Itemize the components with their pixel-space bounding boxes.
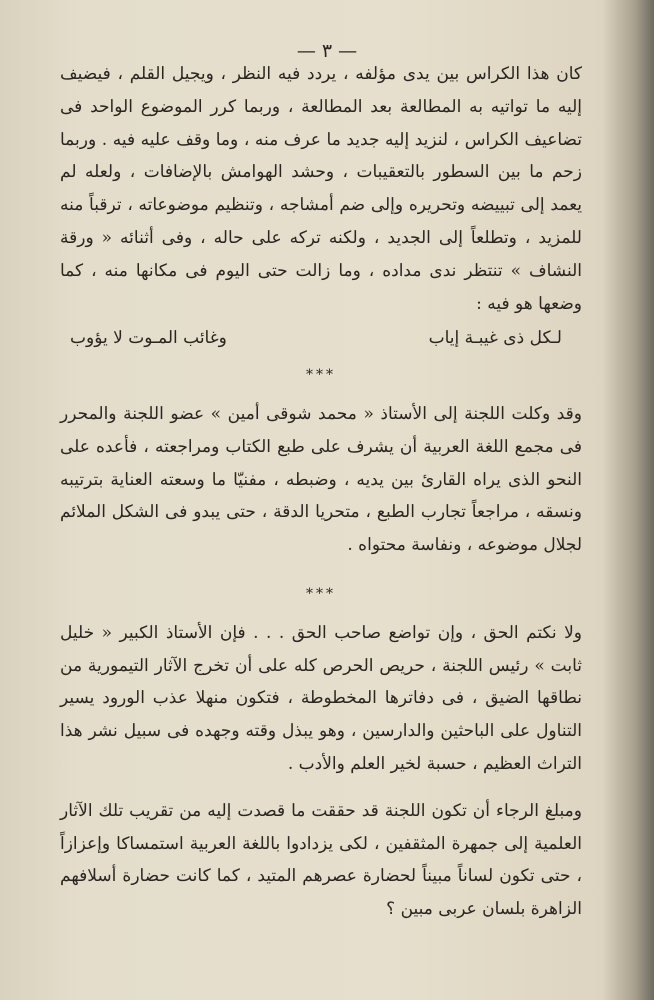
spacer-2: [60, 781, 582, 795]
verse-second-hemistich: وغائب المـوت لا يؤوب: [70, 328, 227, 349]
paragraph-2: وقد وكلت اللجنة إلى الأستاذ « محمد شوقى أمين » عضو اللجنة والمحرر فى مجمع اللغة العربية أن يشرف على طبع الكتاب ومراجعته ، فأعده على النحو الذى يراه القارئ بين يديه ، وضبطه ، مفنيّا ما وسعته العناية بترتيبه ونسقه ، مراجعاً تجارب الطبع ، متحريا الدقة ، حتى يبدو فى الشكل الملائم لجلال موضوعه ، ونفاسة محتواه .: [60, 403, 582, 556]
paragraph-1: كان هذا الكراس بين يدى مؤلفه ، يردد فيه النظر ، ويجيل القلم ، فيضيف إليه ما تواتيه به المطالعة بعد المطالعة ، وربما كرر الموضوع الواحد فى تضاعيف الكراس ، لنزيد إليه جديد ما عرف منه ، وما وقف عليه فيه . وربما زحم ما بين السطور بالتعقيبات ، وحشد الهوامش بالإضافات ، ولعله لم يعمد إلى تبييضه وتحريره وإلى ضم أمشاجه ، وتنظيم موضوعاته ، ترقباً منه للمزيد ، وتطلعاً إلى الجديد ، ولكنه تركه على حاله ، وفى أثنائه « ورقة النشاف » تنتظر ندى مداده ، وما زالت حتى اليوم فى مكانها منه ، كما وضعها هو فيه :: [60, 64, 582, 314]
section-separator: ***: [306, 367, 336, 384]
page-body: [60, 58, 582, 926]
page-number: — ٣ —: [296, 40, 358, 62]
verse-first-hemistich: لـكل ذى غيبـة إياب: [428, 328, 562, 349]
poem-verse: [60, 322, 582, 355]
paragraph-4: ومبلغ الرجاء أن تكون اللجنة قد حققت ما قصدت إليه من تقريب تلك الآثار العلمية إلى جمهرة المثقفين ، لكى يزدادوا باللغة العربية استمساكا وإعزازاً ، حتى تكون لساناً مبيناً لحضارة عصرهم المتيد ، كما كانت حضارة أسلافهم الزاهرة بلسان عربى مبين ؟: [60, 800, 582, 920]
paragraph-3: ولا نكتم الحق ، وإن تواضع صاحب الحق . . . فإن الأستاذ الكبير « خليل ثابت » رئيس اللجنة ، حريص الحرص كله على أن تخرج الآثار التيمورية من نطاقها الضيق ، فى دفاترها المخطوطة ، فتكون منهلا عذب الورود يسير التناول على الباحثين والدارسين ، وهو يبذل وقته وجهده فى سبيل نشر هذا التراث العظيم ، حسبة لخير العلم والأدب .: [60, 622, 582, 774]
section-separator-2: ***: [306, 585, 336, 602]
spacer: [60, 562, 582, 576]
